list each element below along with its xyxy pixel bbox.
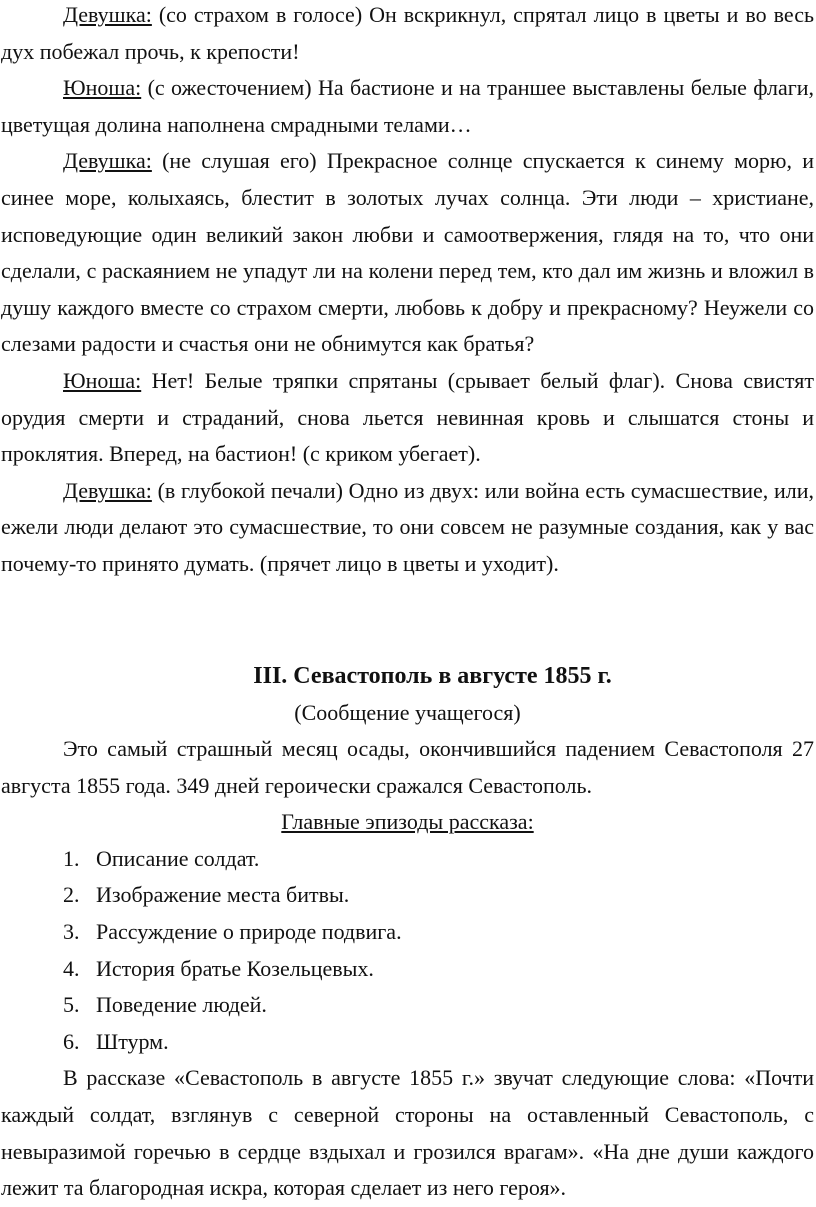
line-text: (в глубокой печали) Одно из двух: или война есть сумасшествие, или, ежели люди делают это сумасшествие, то они совсем не разумные создания, как у вас почему-то принято думать. (прячет лицо в цветы и уходит). <box>1 477 814 576</box>
dialogue-line <box>1 70 814 143</box>
list-item <box>1 1024 814 1061</box>
item-text: Описание солдат. <box>96 845 260 871</box>
item-number: 3. <box>63 919 80 945</box>
speaker: Юноша: <box>63 367 142 393</box>
list-item <box>1 951 814 988</box>
line-text: Нет! Белые тряпки спрятаны (срывает белый флаг). Снова свистят орудия смерти и страданий, снова льется невинная кровь и слышатся стоны и проклятия. Вперед, на бастион! (с криком убегает). <box>1 367 814 467</box>
line-text: (не слушая его) Прекрасное солнце спускается к синему морю, и синее море, колыхаясь, блестит в золотых лучах солнца. Эти люди – христиане, исповедующие один великий закон любви и самоотвержения, глядя на то, что они сделали, с раскаянием не упадут ли на колени перед тем, кто дал им жизнь и вложил в душу каждого вместе со страхом смерти, любовь к добру и прекрасному? Неужели со слезами радости и счастья они не обнимутся как братья? <box>1 148 814 357</box>
item-text: Изображение места битвы. <box>96 882 350 908</box>
list-item <box>1 914 814 951</box>
list-item <box>1 877 814 914</box>
line-text: (с ожесточением) На бастионе и на траншее выставлены белые флаги, цветущая долина наполнена смрадными телами… <box>1 75 814 137</box>
line-text: (со страхом в голосе) Он вскрикнул, спрятал лицо в цветы и во весь дух побежал прочь, к крепости! <box>1 2 814 64</box>
section-title: III. Севастополь в августе 1855 г. <box>253 662 612 689</box>
item-number: 6. <box>63 1028 80 1054</box>
list-heading <box>1 804 814 841</box>
list-item <box>1 841 814 878</box>
dialogue-line <box>1 363 814 473</box>
item-number: 2. <box>63 882 80 908</box>
speaker: Девушка: <box>63 148 152 174</box>
spacer <box>1 583 814 657</box>
section-subtitle: (Сообщение учащегося) <box>294 699 521 725</box>
item-number: 4. <box>63 955 80 981</box>
closing-paragraph: В рассказе «Севастополь в августе 1855 г.» звучат следующие слова: «Почти каждый солдат, взглянув с северной стороны на оставленный Севастополь, с невыразимой горечью в сердце вздыхал и грозился врагам». «На дне души каждого лежит та благородная искра, которая сделает из него героя». <box>1 1065 814 1201</box>
speaker: Юноша: <box>63 75 142 101</box>
item-text: Рассуждение о природе подвига. <box>96 919 402 945</box>
item-text: Штурм. <box>96 1028 169 1054</box>
item-text: История братье Козельцевых. <box>96 955 374 981</box>
speaker: Девушка: <box>63 477 152 503</box>
episodes-list <box>1 841 814 1061</box>
dialogue-line <box>1 143 814 363</box>
item-number: 1. <box>63 845 80 871</box>
dialogue-line <box>1 0 814 70</box>
dialogue-line <box>1 473 814 583</box>
speaker: Девушка: <box>63 2 152 27</box>
item-number: 5. <box>63 992 80 1018</box>
list-heading-text: Главные эпизоды рассказа: <box>281 809 534 835</box>
list-item <box>1 987 814 1024</box>
item-text: Поведение людей. <box>96 992 267 1018</box>
intro-paragraph: Это самый страшный месяц осады, окончившийся падением Севастополя 27 августа 1855 года. 349 дней героически сражался Севастополь. <box>1 736 814 798</box>
